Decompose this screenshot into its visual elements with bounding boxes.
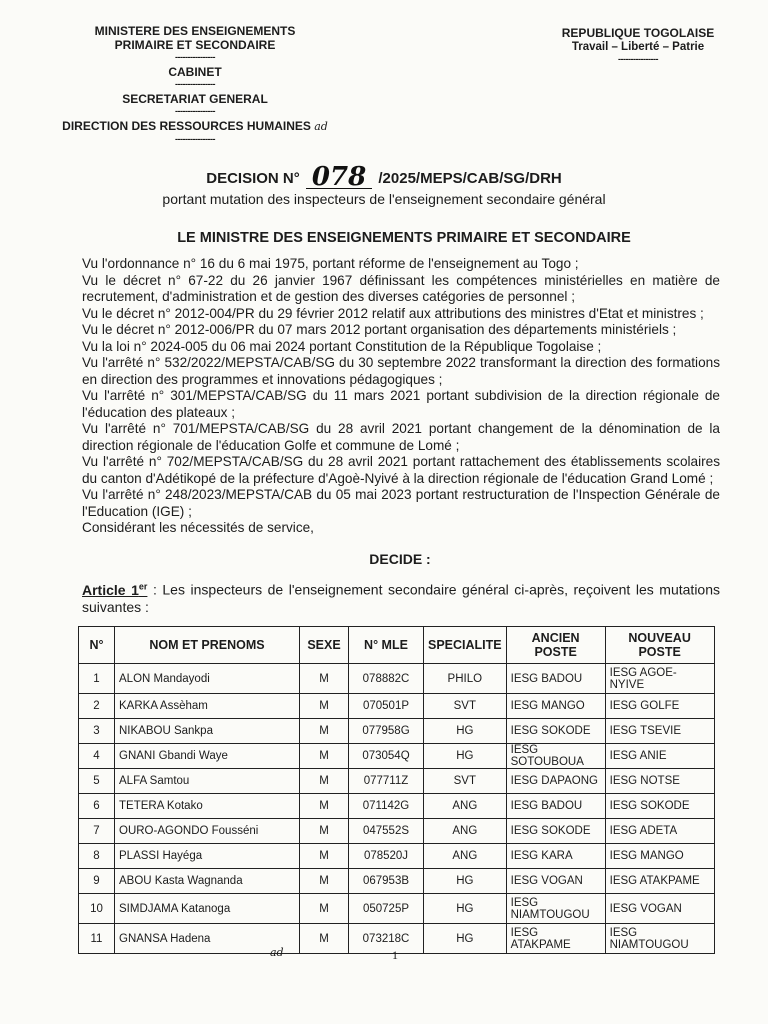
table-cell: IESG KARA (506, 844, 605, 869)
consideration-item: Vu l'arrêté n° 532/2022/MEPSTA/CAB/SG du 30 septembre 2022 transformant la direction des formations en direction des programmes et innovations pédagogiques ; (82, 355, 720, 387)
decision-heading (0, 162, 768, 207)
table-cell: IESG ANIE (605, 744, 714, 769)
column-header: SPECIALITE (424, 627, 507, 664)
table-cell: SVT (424, 694, 507, 719)
table-cell: 6 (79, 794, 115, 819)
table-row (79, 869, 715, 894)
consideration-item: Vu l'arrêté n° 248/2023/MEPSTA/CAB du 05 mai 2023 portant restructuration de l'Inspection Générale de l'Education (IGE) ; (82, 487, 720, 519)
consideration-item: Considérant les nécessités de service, (82, 520, 314, 535)
column-header: SEXE (300, 627, 349, 664)
column-header: N° (79, 627, 115, 664)
table-cell: M (300, 694, 349, 719)
column-header: N° MLE (349, 627, 424, 664)
table-cell: 3 (79, 719, 115, 744)
table-cell: ABOU Kasta Wagnanda (115, 869, 300, 894)
table-row (79, 769, 715, 794)
table-cell: 4 (79, 744, 115, 769)
table-cell: ANG (424, 844, 507, 869)
table-cell: M (300, 894, 349, 924)
table-cell: 070501P (349, 694, 424, 719)
decision-subject: portant mutation des inspecteurs de l'enseignement secondaire général (162, 191, 606, 207)
table-cell: GNANSA Hadena (115, 924, 300, 954)
table-cell: 5 (79, 769, 115, 794)
table-cell: IESG DAPAONG (506, 769, 605, 794)
republic-block (548, 26, 728, 64)
table-row (79, 794, 715, 819)
table-cell: 8 (79, 844, 115, 869)
table-cell: 073054Q (349, 744, 424, 769)
table-cell: IESG SOKODE (506, 719, 605, 744)
ministry-name-line1: MINISTERE DES ENSEIGNEMENTS (94, 24, 296, 38)
table-cell: IESG BADOU (506, 794, 605, 819)
table-cell: 073218C (349, 924, 424, 954)
decision-reference: /2025/MEPS/CAB/SG/DRH (378, 170, 562, 187)
table-cell: IESG BADOU (506, 664, 605, 694)
table-cell: 9 (79, 869, 115, 894)
table-cell: M (300, 769, 349, 794)
table-row (79, 694, 715, 719)
article-1 (82, 578, 720, 616)
table-cell: 050725P (349, 894, 424, 924)
table-cell: HG (424, 924, 507, 954)
transfers-table (78, 626, 715, 954)
table-cell: 071142G (349, 794, 424, 819)
table-cell: IESG VOGAN (506, 869, 605, 894)
table-cell: 2 (79, 694, 115, 719)
handwritten-initials: ad (314, 120, 328, 133)
table-cell: IESG SOKODE (605, 794, 714, 819)
table-cell: NIKABOU Sankpa (115, 719, 300, 744)
table-cell: HG (424, 744, 507, 769)
table-cell: HG (424, 719, 507, 744)
consideration-item: Vu l'arrêté n° 702/MEPSTA/CAB/SG du 28 avril 2021 portant rattachement des établissements scolaires du canton d'Adétikopé de la préfecture d'Agoè-Nyivé à la direction régionale de l'éducation Grand Lomé ; (82, 454, 720, 486)
table-cell: IESG AGOE-NYIVE (605, 664, 714, 694)
country-name: REPUBLIQUE TOGOLAISE (561, 26, 715, 40)
table-cell: TETERA Kotako (115, 794, 300, 819)
table-cell: GNANI Gbandi Waye (115, 744, 300, 769)
table-cell: PLASSI Hayéga (115, 844, 300, 869)
table-cell: M (300, 869, 349, 894)
table-row (79, 894, 715, 924)
table-cell: M (300, 819, 349, 844)
table-cell: 11 (79, 924, 115, 954)
consideration-item: Vu la loi n° 2024-005 du 06 mai 2024 portant Constitution de la République Togolaise ; (82, 338, 602, 354)
table-cell: ALON Mandayodi (115, 664, 300, 694)
table-row (79, 719, 715, 744)
table-cell: IESG SOTOUBOUA (506, 744, 605, 769)
column-header: ANCIEN POSTE (506, 627, 605, 664)
cabinet-label: CABINET (168, 65, 222, 79)
table-cell: IESG NOTSE (605, 769, 714, 794)
secretariat-label: SECRETARIAT GENERAL (122, 92, 268, 106)
table-cell: IESG GOLFE (605, 694, 714, 719)
table-cell: M (300, 744, 349, 769)
column-header: NOUVEAU POSTE (605, 627, 714, 664)
table-cell: IESG VOGAN (605, 894, 714, 924)
table-cell: M (300, 719, 349, 744)
column-header: NOM ET PRENOMS (115, 627, 300, 664)
decide-heading: DECIDE : (369, 551, 431, 567)
decision-number: 078 (306, 166, 372, 189)
table-row (79, 744, 715, 769)
table-cell: 078882C (349, 664, 424, 694)
table-cell: IESG ATAKPAME (506, 924, 605, 954)
table-cell: IESG MANGO (605, 844, 714, 869)
consideration-item: Vu l'arrêté n° 701/MEPSTA/CAB/SG du 28 avril 2021 portant changement de la dénomination de la direction régionale de l'éducation Golfe et commune de Lomé ; (82, 421, 720, 453)
separator: ---------------- (175, 79, 215, 89)
minister-title: LE MINISTRE DES ENSEIGNEMENTS PRIMAIRE ET SECONDAIRE (177, 230, 631, 246)
consideration-item: Vu l'arrêté n° 301/MEPSTA/CAB/SG du 11 mars 2021 portant subdivision de la direction régionale de l'éducation des plateaux ; (82, 388, 720, 420)
table-cell: M (300, 924, 349, 954)
consideration-item: Vu le décret n° 2012-004/PR du 29 février 2012 relatif aux attributions des ministres d'Etat et ministres ; (82, 305, 704, 321)
article-label: Article 1er (82, 581, 148, 598)
table-cell: PHILO (424, 664, 507, 694)
issuing-authority-block (60, 24, 330, 144)
table-cell: ANG (424, 794, 507, 819)
table-cell: SIMDJAMA Katanoga (115, 894, 300, 924)
table-cell: ANG (424, 819, 507, 844)
separator: ---------------- (175, 134, 215, 144)
consideration-item: Vu l'ordonnance n° 16 du 6 mai 1975, portant réforme de l'enseignement au Togo ; (82, 256, 579, 271)
article-text: : Les inspecteurs de l'enseignement secondaire général ci-après, reçoivent les mutations suivantes : (82, 581, 720, 615)
table-cell: HG (424, 894, 507, 924)
table-cell: 077958G (349, 719, 424, 744)
page-number: 1 (392, 948, 398, 962)
table-cell: HG (424, 869, 507, 894)
table-cell: 067953B (349, 869, 424, 894)
consideration-item: Vu le décret n° 67-22 du 26 janvier 1967 définissant les compétences ministérielles en matière de recrutement, d'administration et de gestion des diverses catégories de personnel ; (82, 272, 720, 304)
table-cell: KARKA Assèham (115, 694, 300, 719)
table-cell: OURO-AGONDO Fousséni (115, 819, 300, 844)
table-cell: M (300, 794, 349, 819)
table-cell: IESG NIAMTOUGOU (506, 894, 605, 924)
table-cell: 7 (79, 819, 115, 844)
table-cell: SVT (424, 769, 507, 794)
table-row (79, 664, 715, 694)
separator: ---------------- (618, 54, 658, 64)
consideration-item: Vu le décret n° 2012-006/PR du 07 mars 2012 portant organisation des départements ministériels ; (82, 322, 677, 337)
table-cell: 077711Z (349, 769, 424, 794)
table-cell: 1 (79, 664, 115, 694)
handwritten-initials: ad (270, 946, 284, 959)
table-cell: IESG ATAKPAME (605, 869, 714, 894)
table-cell: ALFA Samtou (115, 769, 300, 794)
table-cell: M (300, 844, 349, 869)
separator: ---------------- (175, 52, 215, 62)
considerations-list (82, 256, 720, 537)
table-cell: M (300, 664, 349, 694)
table-cell: 10 (79, 894, 115, 924)
table-cell: IESG NIAMTOUGOU (605, 924, 714, 954)
ministry-name-line2: PRIMAIRE ET SECONDAIRE (114, 38, 276, 52)
table-header-row (79, 627, 715, 664)
table-cell: 047552S (349, 819, 424, 844)
national-motto: Travail – Liberté – Patrie (571, 41, 705, 53)
direction-label: DIRECTION DES RESSOURCES HUMAINES (62, 119, 311, 133)
table-cell: IESG ADETA (605, 819, 714, 844)
decision-prefix: DECISION N° (206, 170, 300, 187)
table-cell: IESG TSEVIE (605, 719, 714, 744)
table-cell: IESG SOKODE (506, 819, 605, 844)
separator: ---------------- (175, 106, 215, 116)
table-cell: 078520J (349, 844, 424, 869)
table-cell: IESG MANGO (506, 694, 605, 719)
table-row (79, 819, 715, 844)
table-row (79, 844, 715, 869)
